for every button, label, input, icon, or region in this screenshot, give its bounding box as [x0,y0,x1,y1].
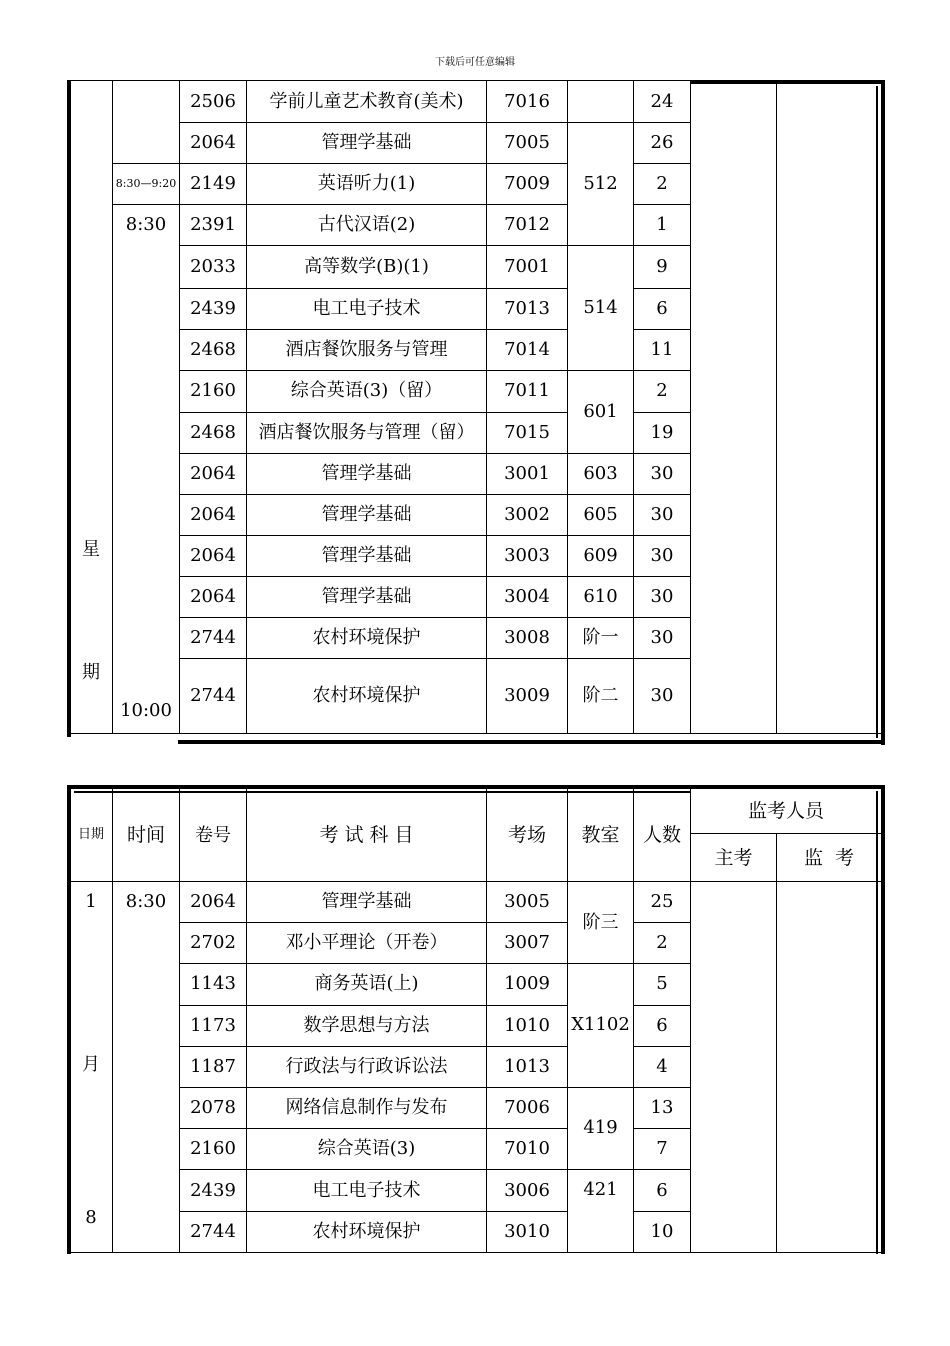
count-cell: 6 [634,1005,691,1046]
date-char-1: 1 [85,891,97,912]
code-cell: 2064 [180,882,247,923]
room-cell: 421 [568,1170,634,1253]
border-right-inner-2 [876,791,878,1254]
count-cell: 2 [634,164,691,205]
site-cell: 7010 [487,1129,568,1170]
subject-cell: 农村环境保护 [247,659,487,734]
room-cell [568,81,634,123]
subject-cell: 农村环境保护 [247,1212,487,1253]
room-cell: 514 [568,246,634,371]
border-left-thick-2 [67,785,71,1254]
count-cell: 6 [634,288,691,329]
subject-cell: 综合英语(3)（留） [247,370,487,413]
room-cell: 605 [568,495,634,536]
code-cell: 2391 [180,205,247,246]
border-top-inner-2 [74,791,690,793]
code-cell: 2439 [180,288,247,329]
site-cell: 3008 [487,618,568,659]
subject-cell: 管理学基础 [247,882,487,923]
site-cell: 1009 [487,964,568,1006]
date-char-3: 8 [85,1207,97,1228]
room-cell: 419 [568,1087,634,1170]
code-cell: 1187 [180,1046,247,1087]
header-invigilators: 监考人员 [691,788,882,834]
code-cell: 2506 [180,81,247,123]
code-cell: 2702 [180,923,247,964]
room-cell: 512 [568,123,634,246]
code-cell: 2160 [180,1129,247,1170]
count-cell: 24 [634,81,691,123]
site-cell: 7006 [487,1087,568,1129]
subject-cell: 电工电子技术 [247,1170,487,1212]
room-cell: 609 [568,536,634,577]
header-site: 考场 [487,788,568,882]
count-cell: 30 [634,454,691,495]
site-cell: 1013 [487,1046,568,1087]
code-cell: 2064 [180,495,247,536]
site-cell: 3004 [487,577,568,618]
border-right-thick-2 [881,785,885,1254]
weekday-char-1: 星 [82,539,100,560]
subject-cell: 管理学基础 [247,123,487,164]
site-cell: 7014 [487,329,568,370]
time-end: 10:00 [120,700,172,721]
header-date: 日期 [70,788,113,882]
date-cell [70,882,113,1253]
site-cell: 7005 [487,123,568,164]
count-cell: 30 [634,659,691,734]
subject-cell: 古代汉语(2) [247,205,487,246]
subject-cell: 酒店餐饮服务与管理（留） [247,413,487,454]
room-cell: 阶二 [568,659,634,734]
site-cell: 7016 [487,81,568,123]
count-cell: 4 [634,1046,691,1087]
site-cell: 7013 [487,288,568,329]
time-cell-empty [113,81,180,164]
exam-schedule-table-2 [69,787,882,1253]
subject-cell: 管理学基础 [247,536,487,577]
subject-cell: 综合英语(3) [247,1129,487,1170]
site-cell: 3003 [487,536,568,577]
header-chief: 主考 [691,834,777,882]
page-header: 下载后可任意编辑 [435,57,515,68]
subject-cell: 农村环境保护 [247,618,487,659]
site-cell: 1010 [487,1005,568,1046]
date-char-2: 月 [82,1054,100,1075]
count-cell: 19 [634,413,691,454]
border-top-thick [690,80,885,84]
code-cell: 2439 [180,1170,247,1212]
weekday-cell [70,81,113,734]
count-cell: 30 [634,495,691,536]
site-cell: 3002 [487,495,568,536]
count-cell: 7 [634,1129,691,1170]
subject-cell: 网络信息制作与发布 [247,1087,487,1129]
code-cell: 2744 [180,1212,247,1253]
subject-cell: 酒店餐饮服务与管理 [247,329,487,370]
site-cell: 3009 [487,659,568,734]
border-right-inner [876,86,878,738]
code-cell: 2064 [180,577,247,618]
header-count: 人数 [634,788,691,882]
code-cell: 1173 [180,1005,247,1046]
code-cell: 2468 [180,413,247,454]
time-cell [113,205,180,734]
room-cell: 603 [568,454,634,495]
code-cell: 2744 [180,618,247,659]
room-cell: 阶一 [568,618,634,659]
count-cell: 9 [634,246,691,289]
code-cell: 2468 [180,329,247,370]
count-cell: 5 [634,964,691,1006]
proctor-cell [777,882,882,1253]
header-code: 卷号 [180,788,247,882]
time-cell [113,882,180,1253]
count-cell: 11 [634,329,691,370]
header-proctor: 监 考 [777,834,882,882]
subject-cell: 电工电子技术 [247,288,487,329]
time-start: 8:30 [125,214,167,235]
code-cell: 2078 [180,1087,247,1129]
subject-cell: 邓小平理论（开卷） [247,923,487,964]
room-cell: 610 [568,577,634,618]
time-start: 8:30 [125,891,167,912]
border-top-thick-2 [69,785,885,789]
room-cell: X1102 [568,964,634,1088]
count-cell: 10 [634,1212,691,1253]
count-cell: 1 [634,205,691,246]
code-cell: 2033 [180,246,247,289]
chief-invigilator-cell [691,882,777,1253]
site-cell: 7011 [487,370,568,413]
code-cell: 2064 [180,536,247,577]
code-cell: 2149 [180,164,247,205]
chief-invigilator-cell [691,81,777,734]
code-cell: 1143 [180,964,247,1006]
exam-schedule-table-1 [69,80,882,734]
site-cell: 3005 [487,882,568,923]
proctor-cell [777,81,882,734]
subject-cell: 数学思想与方法 [247,1005,487,1046]
subject-cell: 管理学基础 [247,577,487,618]
code-cell: 2064 [180,454,247,495]
code-cell: 2160 [180,370,247,413]
subject-cell: 管理学基础 [247,454,487,495]
count-cell: 30 [634,577,691,618]
site-cell: 3010 [487,1212,568,1253]
subject-cell: 英语听力(1) [247,164,487,205]
count-cell: 6 [634,1170,691,1212]
count-cell: 13 [634,1087,691,1129]
header-time: 时间 [113,788,180,882]
count-cell: 25 [634,882,691,923]
site-cell: 7001 [487,246,568,289]
header-subject: 考 试 科 目 [247,788,487,882]
subject-cell: 行政法与行政诉讼法 [247,1046,487,1087]
subject-cell: 学前儿童艺术教育(美术) [247,81,487,123]
site-cell: 3001 [487,454,568,495]
border-left-thick [67,80,71,737]
count-cell: 2 [634,923,691,964]
room-cell: 阶三 [568,882,634,964]
border-bottom-thick [178,740,885,744]
code-cell: 2064 [180,123,247,164]
subject-cell: 高等数学(B)(1) [247,246,487,289]
count-cell: 30 [634,536,691,577]
site-cell: 3007 [487,923,568,964]
count-cell: 2 [634,370,691,413]
site-cell: 7012 [487,205,568,246]
room-cell: 601 [568,370,634,454]
subject-cell: 管理学基础 [247,495,487,536]
count-cell: 30 [634,618,691,659]
border-right-thick [881,80,885,745]
site-cell: 7009 [487,164,568,205]
code-cell: 2744 [180,659,247,734]
site-cell: 3006 [487,1170,568,1212]
weekday-char-2: 期 [82,662,100,683]
time-cell: 8:30—9:20 [113,164,180,205]
subject-cell: 商务英语(上) [247,964,487,1006]
count-cell: 26 [634,123,691,164]
header-room: 教室 [568,788,634,882]
site-cell: 7015 [487,413,568,454]
